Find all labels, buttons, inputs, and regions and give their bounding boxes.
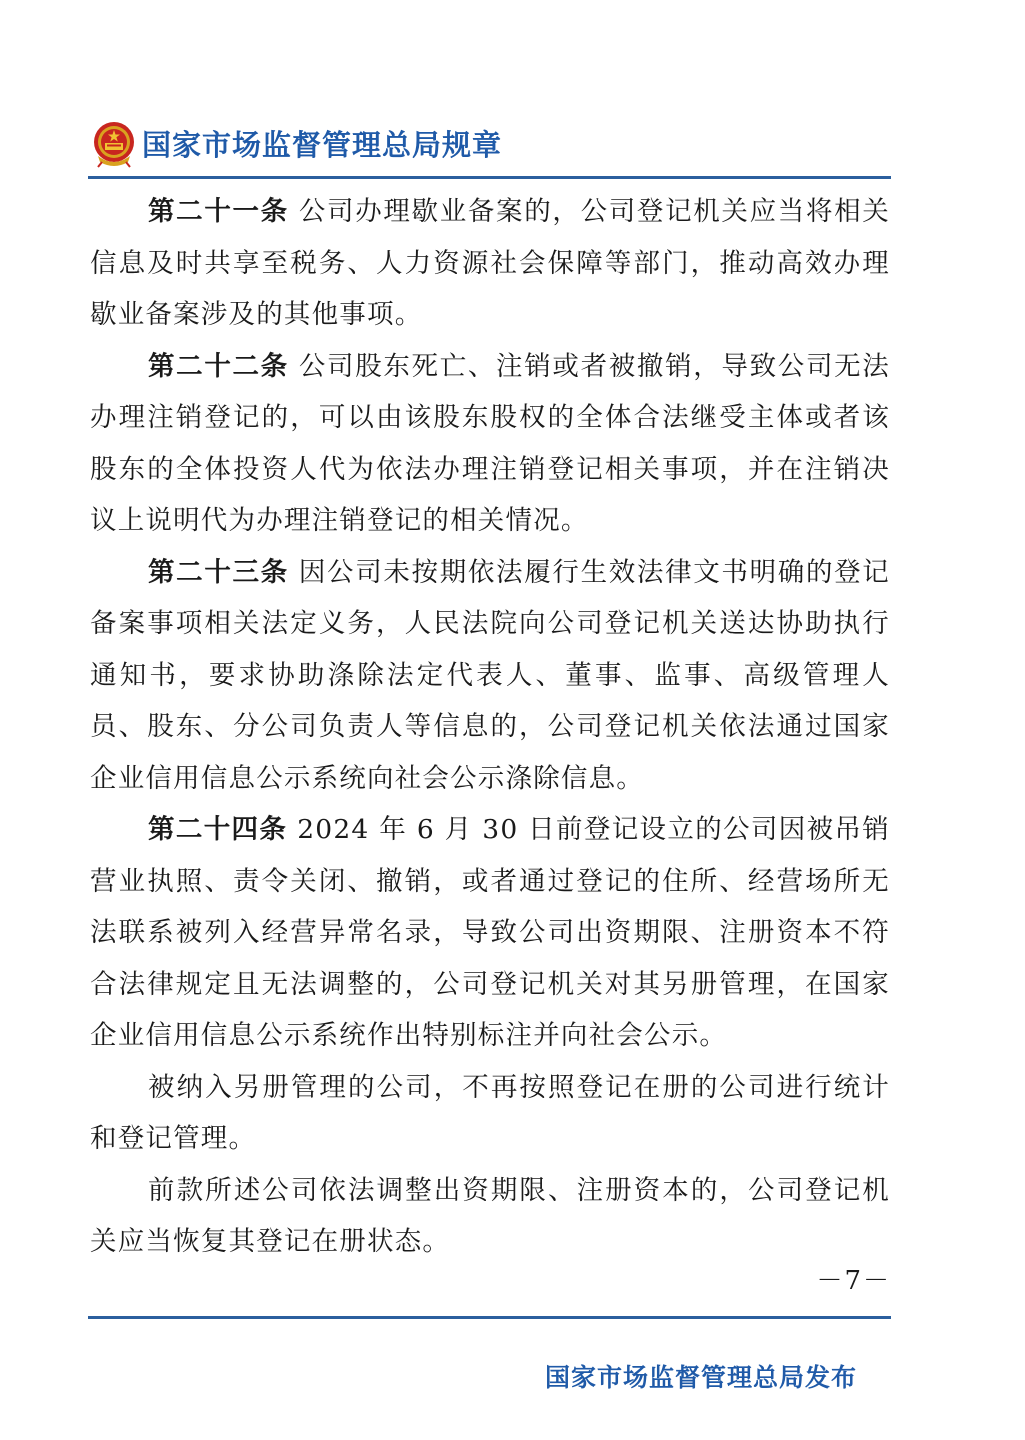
- footer-divider: [88, 1316, 891, 1319]
- article-21: [90, 186, 890, 341]
- article-23: [90, 547, 890, 805]
- paragraph: 被纳入另册管理的公司，不再按照登记在册的公司进行统计和登记管理。: [90, 1071, 890, 1154]
- article-24: [90, 804, 890, 1062]
- page-number: －7－: [816, 1266, 891, 1296]
- document-body: [90, 186, 890, 1268]
- article-label: 第二十三条: [148, 556, 289, 588]
- document-header: [92, 118, 502, 168]
- article-label: 第二十一条: [148, 196, 289, 227]
- national-emblem-icon: [92, 118, 136, 168]
- article-text: 公司股东死亡、注销或者被撤销，导致公司无法办理注销登记的，可以由该股东股权的全体合法继受主体或者该股东的全体投资人代为依法办理注销登记相关事项，并在注销决议上说明代为办理注销登记的相关情况。: [90, 350, 890, 536]
- article-label: 第二十二条: [148, 350, 289, 382]
- header-title: 国家市场监督管理总局规章: [142, 127, 503, 162]
- article-label: 第二十四条: [148, 814, 288, 845]
- article-text: 因公司未按期依法履行生效法律文书明确的登记备案事项相关法定义务，人民法院向公司登记机关送达协助执行通知书，要求协助涤除法定代表人、董事、监事、高级管理人员、股东、分公司负责人等信息的，公司登记机关依法通过国家企业信用信息公示系统向社会公示涤除信息。: [90, 556, 890, 794]
- article-22: [90, 341, 890, 547]
- header-divider: [88, 176, 891, 179]
- article-text: 2024 年 6 月 30 日前登记设立的公司因被吊销营业执照、责令关闭、撤销，或者通过登记的住所、经营场所无法联系被列入经营异常名录，导致公司出资期限、注册资本不符合法律规定且无法调整的，公司登记机关对其另册管理，在国家企业信用信息公示系统作出特别标注并向社会公示。: [90, 814, 891, 1051]
- article-text: 公司办理歇业备案的，公司登记机关应当将相关信息及时共享至税务、人力资源社会保障等部门，推动高效办理歇业备案涉及的其他事项。: [90, 196, 890, 330]
- footer-publisher: 国家市场监督管理总局发布: [545, 1363, 858, 1392]
- paragraph: 前款所述公司依法调整出资期限、注册资本的，公司登记机关应当恢复其登记在册状态。: [90, 1174, 890, 1257]
